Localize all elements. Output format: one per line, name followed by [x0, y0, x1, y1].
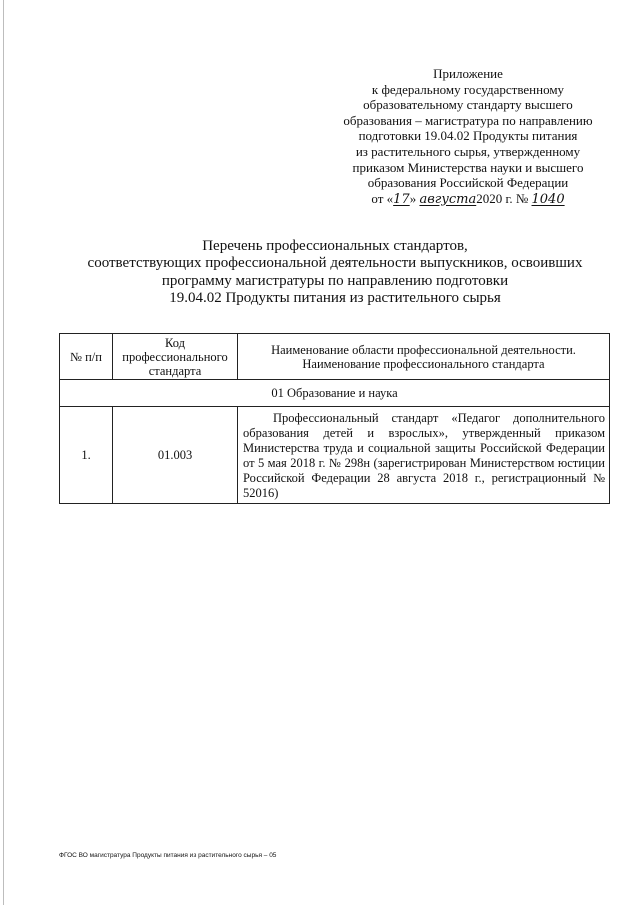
group-row: [60, 380, 610, 407]
appendix-line: Приложение: [433, 66, 503, 81]
appendix-line: к федеральному государственному: [371, 81, 565, 97]
appendix-line: подготовки 19.04.02 Продукты питания: [358, 128, 578, 144]
page-footer: ФГОС ВО магистратура Продукты питания из растительного сырья – 05: [59, 852, 277, 859]
handwritten-day: 17: [393, 191, 410, 207]
row-code: 01.003: [113, 407, 238, 504]
list-title-line: Перечень профессиональных стандартов,: [202, 238, 468, 254]
appendix-line: образования – магистратура по направлению: [343, 112, 593, 128]
list-title: [40, 238, 630, 308]
header-code-line: стандарта: [148, 363, 202, 378]
list-title-line: соответствующих профессиональной деятельности выпускников, освоивших: [87, 255, 583, 272]
appendix-line: образовательному стандарту высшего: [363, 97, 573, 113]
appendix-line: образования Российской Федерации: [367, 175, 569, 191]
handwritten-order-number: 1040: [531, 191, 565, 207]
group-label: 01 Образование и наука: [60, 380, 610, 407]
header-code: [113, 334, 238, 380]
appendix-line: из растительного сырья, утвержденному: [355, 143, 581, 159]
appendix-line: приказом Министерства науки и высшего: [352, 159, 584, 175]
table-row: [60, 407, 610, 504]
date-prefix: от «: [371, 190, 394, 206]
standards-table: [59, 333, 610, 504]
header-name: [238, 334, 610, 380]
row-description: Профессиональный стандарт «Педагог дополнительного образования детей и взрослых», утвержденный приказом Министерства труда и социальной защиты Российской Федерации от 5 мая 2018 г. № 298н (зарегистрирован Министерством юстиции Российской Федерации 28 августа 2018 г., регистрационный № 52016): [238, 407, 610, 504]
list-title-line: программу магистратуры по направлению подготовки: [161, 272, 509, 289]
handwritten-month: августа: [419, 191, 477, 207]
header-name-line: Наименование профессионального стандарта: [302, 356, 545, 371]
header-code-line: профессионального: [122, 349, 228, 364]
page-edge: [3, 0, 4, 905]
appendix-block: [318, 66, 618, 207]
row-num: 1.: [60, 407, 113, 504]
date-year: 2020 г. №: [476, 190, 529, 206]
order-date-line: [318, 191, 618, 208]
list-title-line: 19.04.02 Продукты питания из растительного сырья: [169, 290, 501, 307]
header-name-line: Наименование области профессиональной деятельности.: [271, 342, 576, 357]
header-num: № п/п: [60, 334, 113, 380]
header-code-line: Код: [165, 335, 185, 350]
table-header-row: [60, 334, 610, 380]
date-mid: »: [409, 190, 417, 206]
